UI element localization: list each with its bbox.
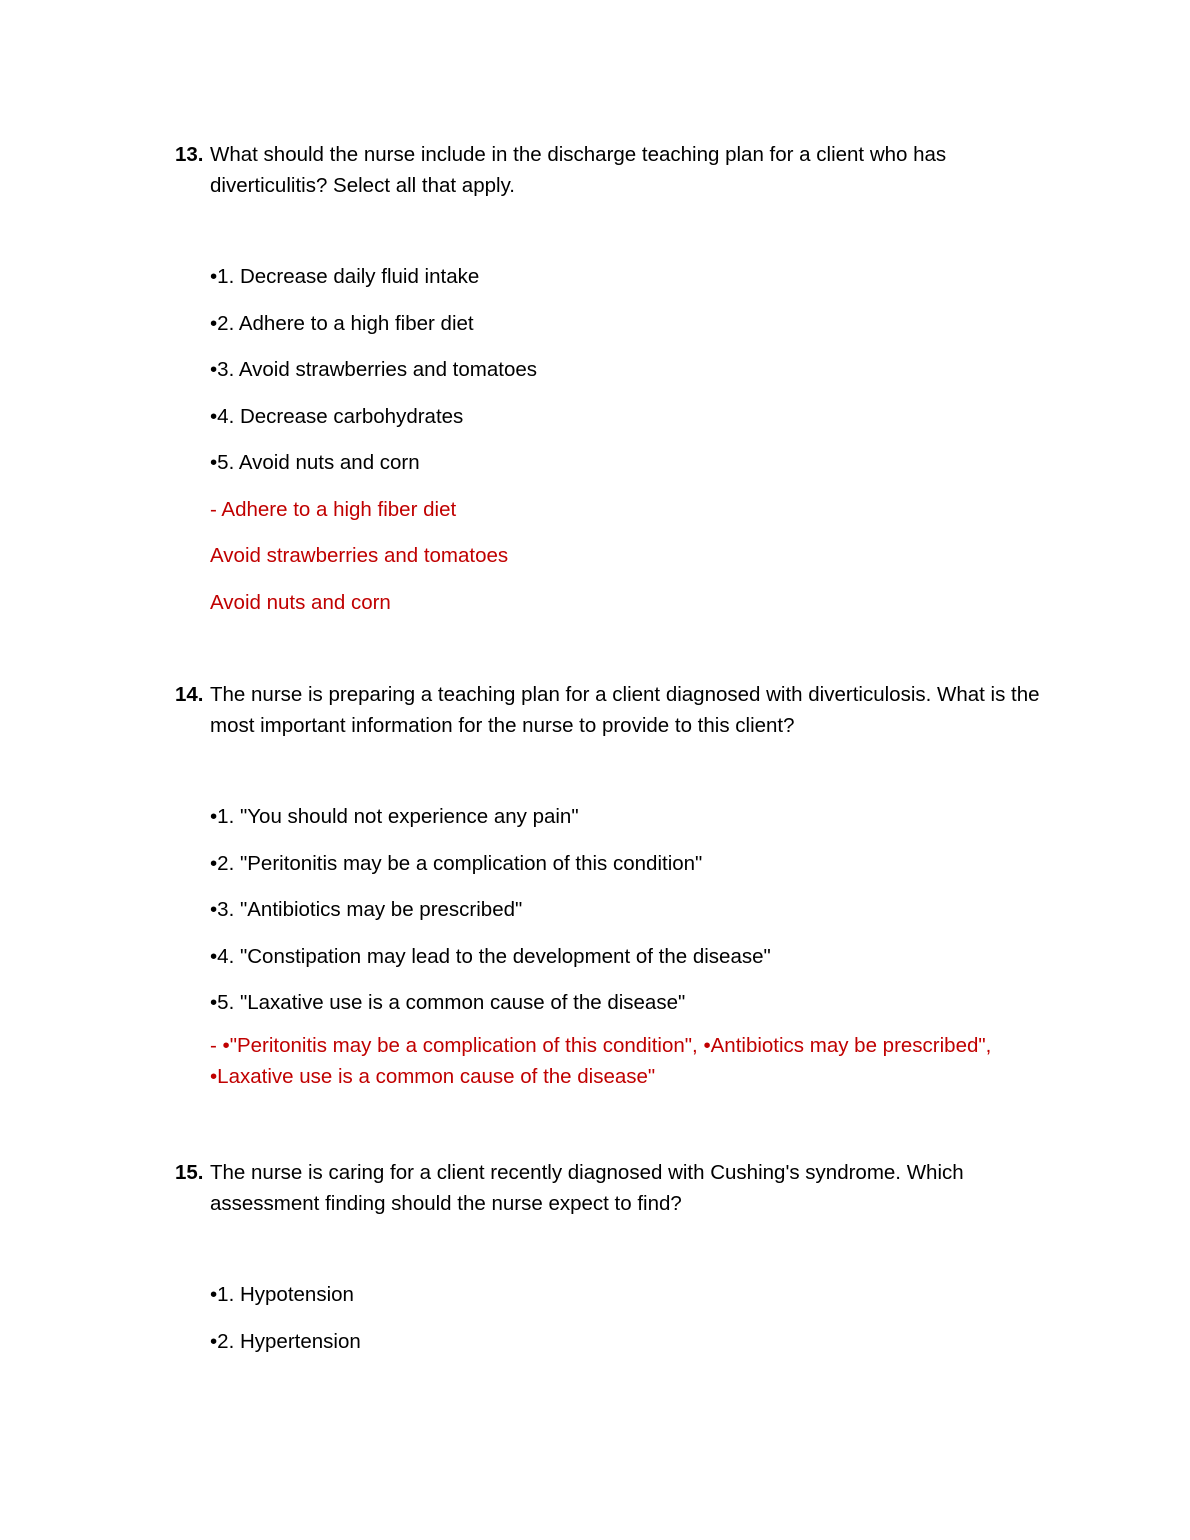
- option-item: •1. Decrease daily fluid intake: [210, 265, 480, 288]
- question-14-header: [175, 679, 1055, 741]
- question-13: [175, 139, 1055, 635]
- question-13-options: [175, 263, 1055, 496]
- option-item: •5. "Laxative use is a common cause of the disease": [210, 991, 686, 1014]
- option-item: •1. Hypotension: [210, 1283, 354, 1306]
- question-14-options: [175, 803, 1055, 1036]
- option-item: •1. "You should not experience any pain": [210, 805, 579, 828]
- question-15-number: 15.: [175, 1161, 204, 1184]
- question-13-text: What should the nurse include in the discharge teaching plan for a client who has diverticulitis? Select all that apply.: [210, 143, 947, 197]
- question-14-number: 14.: [175, 683, 204, 706]
- question-13-number: 13.: [175, 143, 204, 166]
- option-item: •5. Avoid nuts and corn: [210, 451, 420, 474]
- answer-line: Avoid strawberries and tomatoes: [210, 544, 509, 567]
- option-item: •4. "Constipation may lead to the development of the disease": [210, 944, 771, 968]
- question-15-options: [175, 1281, 1055, 1374]
- question-15-text: The nurse is caring for a client recently diagnosed with Cushing's syndrome. Which assessment finding should the nurse expect to find?: [210, 1161, 964, 1215]
- answer-line: - Adhere to a high fiber diet: [210, 497, 457, 521]
- question-13-answer: [175, 496, 1055, 636]
- option-item: •3. Avoid strawberries and tomatoes: [210, 358, 537, 381]
- question-14-answer: - •"Peritonitis may be a complication of this condition", •Antibiotics may be prescribed", •Laxative use is a common cause of the disease": [210, 1033, 992, 1088]
- question-14: [175, 679, 1055, 1092]
- question-14-text: The nurse is preparing a teaching plan for a client diagnosed with diverticulosis. What is the most important information for the nurse to provide to this client?: [210, 683, 1040, 737]
- option-item: •4. Decrease carbohydrates: [210, 404, 464, 428]
- option-item: •2. Hypertension: [210, 1329, 361, 1353]
- option-item: •2. "Peritonitis may be a complication of this condition": [210, 851, 703, 875]
- question-13-header: [175, 139, 1055, 201]
- option-item: •2. Adhere to a high fiber diet: [210, 311, 474, 335]
- answer-line: Avoid nuts and corn: [210, 590, 391, 614]
- question-15: [175, 1157, 1055, 1374]
- question-15-header: [175, 1157, 1055, 1219]
- option-item: •3. "Antibiotics may be prescribed": [210, 898, 523, 921]
